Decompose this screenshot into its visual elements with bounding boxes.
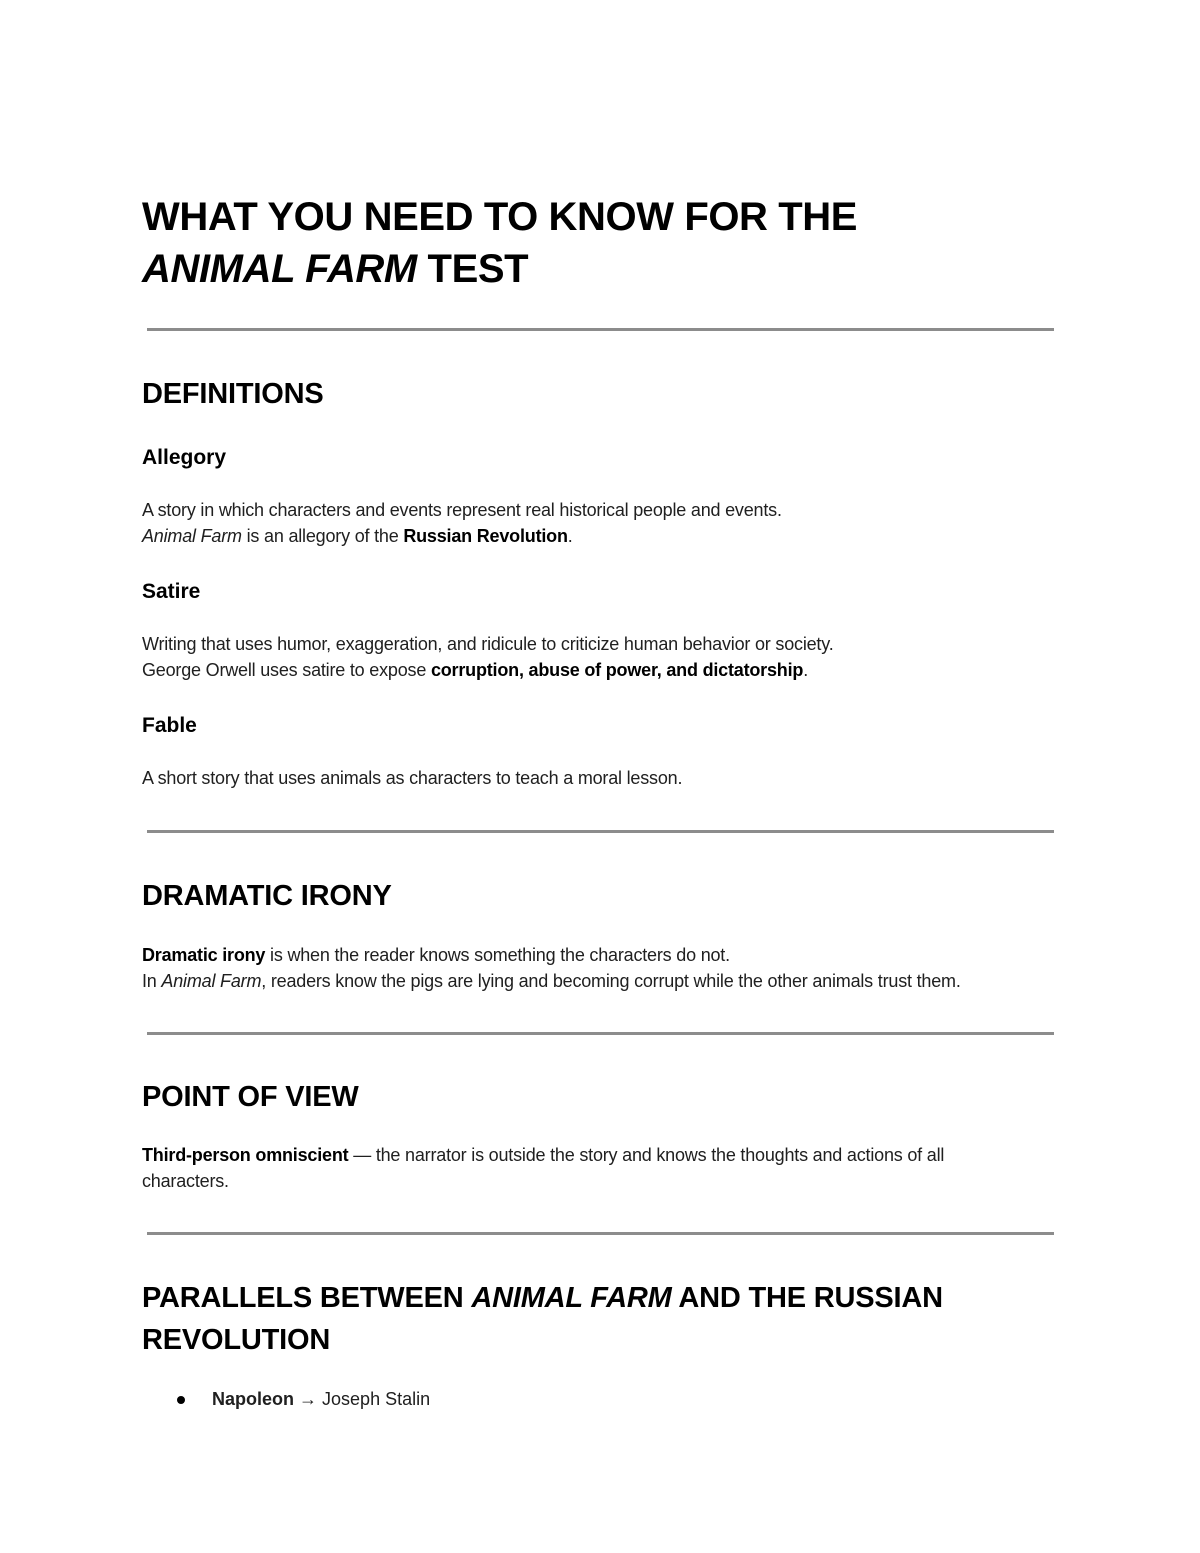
parallel-character: Napoleon <box>212 1389 295 1409</box>
satire-line-2 <box>142 657 1062 683</box>
allegory-definition <box>142 497 1062 549</box>
title-book-name: ANIMAL FARM <box>142 247 417 291</box>
point-of-view-heading: POINT OF VIEW <box>142 1081 359 1113</box>
satire-start-text: George Orwell uses satire to expose <box>142 660 431 680</box>
definitions-heading: DEFINITIONS <box>142 378 324 410</box>
point-of-view-line-2: characters. <box>142 1171 229 1191</box>
parallels-heading-line-1 <box>142 1277 943 1319</box>
arrow-icon: → <box>294 1389 323 1409</box>
parallel-counterpart: Joseph Stalin <box>322 1389 431 1409</box>
point-of-view-definition: — the narrator is outside the story and knows the thoughts and actions of all <box>348 1145 945 1165</box>
allegory-bold-text: Russian Revolution <box>403 526 568 546</box>
bullet-icon <box>177 1396 185 1404</box>
satire-end-text: . <box>803 660 808 680</box>
satire-line-1: Writing that uses humor, exaggeration, and ridicule to criticize human behavior or society. <box>142 634 834 654</box>
parallels-heading-start: PARALLELS BETWEEN <box>142 1282 472 1314</box>
title-suffix: TEST <box>416 247 529 291</box>
divider-3 <box>147 1032 1054 1035</box>
satire-term: Satire <box>142 580 201 603</box>
allegory-end-text: . <box>567 526 573 546</box>
list-item <box>142 1386 430 1412</box>
satire-bold-text: corruption, abuse of power, and dictatorship <box>430 660 804 680</box>
dramatic-irony-example: , readers know the pigs are lying and becoming corrupt while the other animals trust them. <box>261 971 961 991</box>
dramatic-irony-book-name: Animal Farm <box>161 971 262 991</box>
point-of-view-line-1 <box>142 1142 1062 1168</box>
page-title <box>142 191 1102 295</box>
dramatic-irony-heading: DRAMATIC IRONY <box>142 880 392 912</box>
parallels-list <box>142 1386 430 1412</box>
divider-2 <box>147 830 1054 833</box>
dramatic-irony-line-2 <box>142 968 1062 994</box>
satire-definition <box>142 631 1062 683</box>
allegory-book-name: Animal Farm <box>142 526 242 546</box>
dramatic-irony-term: Dramatic irony <box>142 945 266 965</box>
divider-4 <box>147 1232 1054 1235</box>
allegory-line-1: A story in which characters and events represent real historical people and events. <box>142 500 782 520</box>
fable-term: Fable <box>142 714 197 737</box>
fable-line-1: A short story that uses animals as characters to teach a moral lesson. <box>142 768 683 788</box>
divider-1 <box>147 328 1054 331</box>
allegory-mid-text: is an allegory of the <box>241 526 404 546</box>
dramatic-irony-definition: is when the reader knows something the characters do not. <box>265 945 730 965</box>
dramatic-irony-line-1 <box>142 942 1062 968</box>
parallels-heading-book-name: ANIMAL FARM <box>471 1282 672 1314</box>
title-line-1: WHAT YOU NEED TO KNOW FOR THE <box>142 195 858 239</box>
allegory-term: Allegory <box>142 446 227 469</box>
point-of-view-text <box>142 1142 1062 1194</box>
dramatic-irony-text <box>142 942 1062 994</box>
title-line-2 <box>142 243 1102 295</box>
fable-definition <box>142 765 1062 791</box>
parallels-heading-line-2: REVOLUTION <box>142 1324 331 1356</box>
allegory-line-2 <box>142 523 1062 549</box>
point-of-view-term: Third-person omniscient <box>142 1145 349 1165</box>
dramatic-irony-start: In <box>142 971 162 991</box>
parallels-heading-end: AND THE RUSSIAN <box>671 1282 943 1314</box>
parallels-heading <box>142 1277 943 1361</box>
